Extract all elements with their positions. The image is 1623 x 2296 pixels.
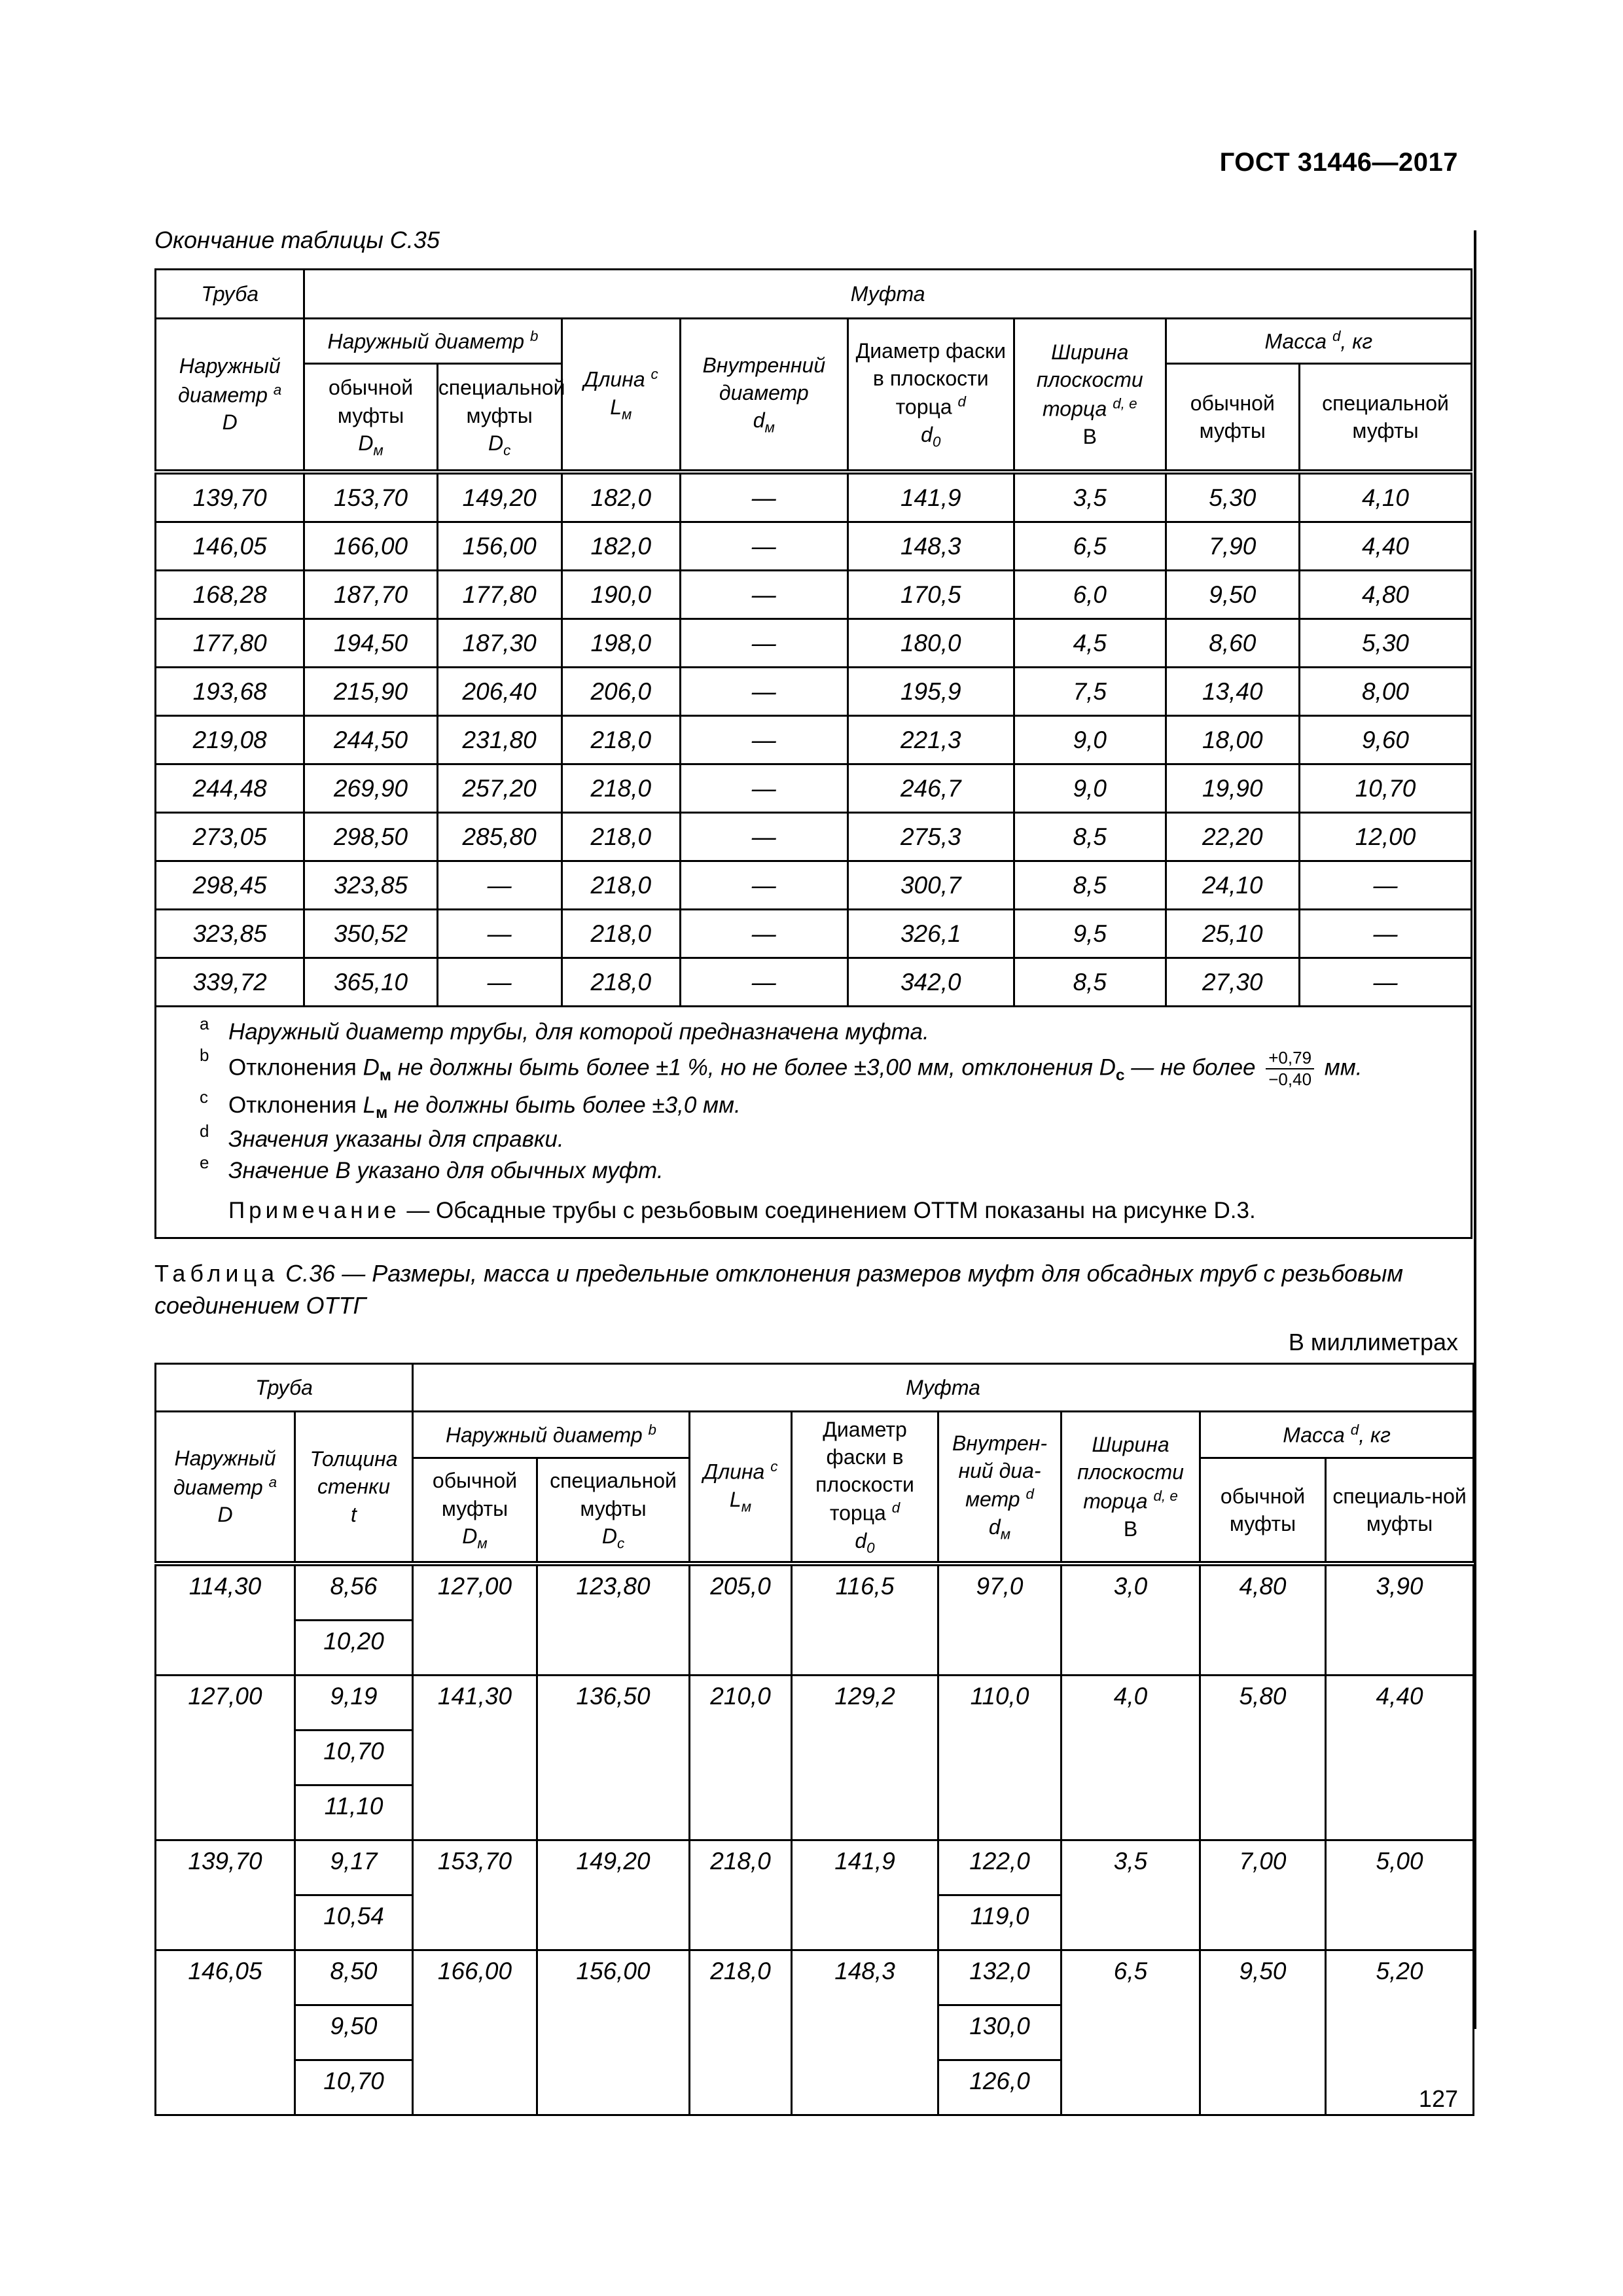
table-cell: 9,5 xyxy=(1014,910,1166,958)
table-cell: 119,0 xyxy=(938,1895,1061,1950)
table-cell: 18,00 xyxy=(1166,716,1299,764)
table-cell: 156,00 xyxy=(437,522,562,571)
table-cell: 156,00 xyxy=(537,1950,690,2115)
table-cell: — xyxy=(681,764,848,813)
header-mass-group: Масса $^d$, кг xyxy=(1200,1412,1474,1458)
table-cell: — xyxy=(1299,958,1471,1007)
table-cell: 123,80 xyxy=(537,1564,690,1676)
table-cell: 6,0 xyxy=(1014,571,1166,619)
table-cell: 166,00 xyxy=(413,1950,537,2115)
header-pipe: Труба xyxy=(156,270,304,319)
table-cell: 4,80 xyxy=(1200,1564,1326,1676)
header-od-special: специальной муфты $D_с$ xyxy=(437,364,562,473)
table-cell: 141,30 xyxy=(413,1676,537,1840)
table-cell: 218,0 xyxy=(562,861,680,910)
table-cell: 141,9 xyxy=(847,472,1014,522)
table-cell: — xyxy=(1299,910,1471,958)
table-cell: 139,70 xyxy=(156,472,304,522)
table-cell: 141,9 xyxy=(792,1840,938,1950)
table-cell: 218,0 xyxy=(690,1840,792,1950)
table-note: Примечание — Обсадные трубы с резьбовым соединением ОТТМ показаны на рисунке D.3. xyxy=(228,1198,1256,1224)
table-cell: 27,30 xyxy=(1166,958,1299,1007)
table-cell: 9,19 xyxy=(295,1676,413,1731)
table-row xyxy=(156,813,1472,861)
table-cell: 9,0 xyxy=(1014,716,1166,764)
table-cell: 177,80 xyxy=(156,619,304,668)
table-cell: 25,10 xyxy=(1166,910,1299,958)
table-cell: 10,20 xyxy=(295,1621,413,1676)
table-cell: 218,0 xyxy=(562,910,680,958)
table-cell: 298,45 xyxy=(156,861,304,910)
table-cell: 4,10 xyxy=(1299,472,1471,522)
table-cell: 116,5 xyxy=(792,1564,938,1676)
table-cell: 10,70 xyxy=(295,1731,413,1785)
table-cell: 218,0 xyxy=(690,1950,792,2115)
header-coupling: Муфта xyxy=(413,1364,1474,1412)
table-row xyxy=(156,472,1472,522)
table-cell: 7,5 xyxy=(1014,668,1166,716)
table-cell: 22,20 xyxy=(1166,813,1299,861)
table-cell: 246,7 xyxy=(847,764,1014,813)
header-mass-regular: обычной муфты xyxy=(1166,364,1299,473)
table-cell: 146,05 xyxy=(156,1950,295,2115)
table-cell: 4,40 xyxy=(1299,522,1471,571)
footnote-b: b Отклонения $D_м$ не должны быть более ±1 %, но не более ±3,00 мм, отклонения $D_с$ — не более $\frac{+0,79}{-0,40}$ мм. xyxy=(200,1045,1363,1089)
table-cell: 195,9 xyxy=(847,668,1014,716)
document-code: ГОСТ 31446—2017 xyxy=(1219,148,1458,177)
table-cell: 5,20 xyxy=(1326,1950,1474,2115)
table-cell: 12,00 xyxy=(1299,813,1471,861)
table-cell: 257,20 xyxy=(437,764,562,813)
table-cell: 194,50 xyxy=(304,619,437,668)
header-inner-diameter: Внутренний диаметр $d_м$ xyxy=(681,319,848,473)
header-wall-thickness: Толщина стенки t xyxy=(295,1412,413,1564)
table-row xyxy=(156,1950,1474,2005)
table-cell: 8,5 xyxy=(1014,861,1166,910)
table-cell: — xyxy=(681,716,848,764)
table-row xyxy=(156,716,1472,764)
table-cell: 339,72 xyxy=(156,958,304,1007)
table-cell: 148,3 xyxy=(847,522,1014,571)
table-cell: 8,5 xyxy=(1014,813,1166,861)
footnote-a: a Наружный диаметр трубы, для которой предназначена муфта. xyxy=(200,1014,929,1045)
table-cell: 221,3 xyxy=(847,716,1014,764)
table-cell: 6,5 xyxy=(1061,1950,1200,2115)
table-cell: 193,68 xyxy=(156,668,304,716)
table-cell: 149,20 xyxy=(537,1840,690,1950)
header-mass-special: специальной муфты xyxy=(1299,364,1471,473)
footnote-c: c Отклонения $L_м$ не должны быть более ±3,0 мм. xyxy=(200,1086,741,1122)
table-cell: 326,1 xyxy=(847,910,1014,958)
table-cell: 342,0 xyxy=(847,958,1014,1007)
table-cell: 8,5 xyxy=(1014,958,1166,1007)
table-cell: 122,0 xyxy=(938,1840,1061,1895)
table-cell: — xyxy=(681,958,848,1007)
table-cell: — xyxy=(681,472,848,522)
table-row xyxy=(156,571,1472,619)
table-cell: 218,0 xyxy=(562,716,680,764)
table-cell: 210,0 xyxy=(690,1676,792,1840)
table-cell: — xyxy=(681,910,848,958)
table-row xyxy=(156,668,1472,716)
table-c36-body xyxy=(156,1564,1474,2115)
table-cell: — xyxy=(437,861,562,910)
table-cell: — xyxy=(1299,861,1471,910)
header-pipe-od: Наружный диаметр $^a$ D xyxy=(156,1412,295,1564)
table-cell: 323,85 xyxy=(304,861,437,910)
table-cell: 24,10 xyxy=(1166,861,1299,910)
table-cell: 126,0 xyxy=(938,2060,1061,2115)
table-cell: 218,0 xyxy=(562,813,680,861)
header-face-width: Ширина плоскости торца $^{d, e}$ B xyxy=(1014,319,1166,473)
header-od-regular: обычной муфты $D_м$ xyxy=(304,364,437,473)
table-row xyxy=(156,910,1472,958)
table-cell: — xyxy=(437,910,562,958)
table-cell: 166,00 xyxy=(304,522,437,571)
table-cell: 127,00 xyxy=(413,1564,537,1676)
table-cell: 205,0 xyxy=(690,1564,792,1676)
header-length: Длина $^c$ $L_м$ xyxy=(562,319,680,473)
table-cell: 5,80 xyxy=(1200,1676,1326,1840)
table-cell: 323,85 xyxy=(156,910,304,958)
table-cell: 3,0 xyxy=(1061,1564,1200,1676)
table-cell: 218,0 xyxy=(562,958,680,1007)
table-row xyxy=(156,1840,1474,1895)
table-continuation-caption: Окончание таблицы С.35 xyxy=(154,226,440,253)
table-cell: 182,0 xyxy=(562,472,680,522)
header-length: Длина $^c$ $L_м$ xyxy=(690,1412,792,1564)
table-cell: 365,10 xyxy=(304,958,437,1007)
header-mass-regular: обычной муфты xyxy=(1200,1458,1326,1564)
table-row xyxy=(156,1564,1474,1621)
table-cell: 3,5 xyxy=(1014,472,1166,522)
table-cell: — xyxy=(681,668,848,716)
table-cell: 244,48 xyxy=(156,764,304,813)
table-cell: 9,17 xyxy=(295,1840,413,1895)
header-mass-special: специаль-ной муфты xyxy=(1326,1458,1474,1564)
table-cell: 182,0 xyxy=(562,522,680,571)
table-c35-footnotes xyxy=(156,1007,1472,1238)
table-cell: 206,40 xyxy=(437,668,562,716)
table-cell: 7,00 xyxy=(1200,1840,1326,1950)
table-cell: 4,80 xyxy=(1299,571,1471,619)
header-od-regular: обычной муфты $D_м$ xyxy=(413,1458,537,1564)
table-cell: 170,5 xyxy=(847,571,1014,619)
table-cell: 190,0 xyxy=(562,571,680,619)
table-c36 xyxy=(154,1363,1474,2116)
table-cell: 10,54 xyxy=(295,1895,413,1950)
table-cell: 5,00 xyxy=(1326,1840,1474,1950)
table-cell: 8,60 xyxy=(1166,619,1299,668)
tolerance-fraction: $\frac{+0,79}{-0,40}$ xyxy=(1266,1048,1314,1090)
table-row xyxy=(156,764,1472,813)
table-cell: 269,90 xyxy=(304,764,437,813)
table-c35 xyxy=(154,268,1472,1239)
header-inner-diameter: Внутрен-ний диа-метр $^d$ $d_м$ xyxy=(938,1412,1061,1564)
table-cell: 153,70 xyxy=(304,472,437,522)
table-cell: 215,90 xyxy=(304,668,437,716)
table-cell: 97,0 xyxy=(938,1564,1061,1676)
table-cell: 130,0 xyxy=(938,2005,1061,2060)
table-cell: 273,05 xyxy=(156,813,304,861)
table-cell: 180,0 xyxy=(847,619,1014,668)
table-cell: 114,30 xyxy=(156,1564,295,1676)
table-cell: 11,10 xyxy=(295,1785,413,1840)
table-cell: 206,0 xyxy=(562,668,680,716)
header-chamfer-diameter: Диаметр фаски в плоскости торца $^d$ $d_0$ xyxy=(792,1412,938,1564)
table-cell: 5,30 xyxy=(1166,472,1299,522)
table-cell: 8,56 xyxy=(295,1564,413,1621)
table-cell: 13,40 xyxy=(1166,668,1299,716)
table-cell: 8,50 xyxy=(295,1950,413,2005)
table-row xyxy=(156,958,1472,1007)
table-cell: 19,90 xyxy=(1166,764,1299,813)
header-pipe-od: Наружный диаметр $^a$ D xyxy=(156,319,304,473)
table-c36-caption: Таблица С.36 — Размеры, масса и предельные отклонения размеров муфт для обсадных труб с резьбовым соединением ОТТГ xyxy=(154,1260,1404,1319)
table-row xyxy=(156,1676,1474,1731)
table-cell: — xyxy=(681,571,848,619)
table-cell: 4,0 xyxy=(1061,1676,1200,1840)
header-pipe: Труба xyxy=(156,1364,413,1412)
table-cell: 9,50 xyxy=(1200,1950,1326,2115)
table-cell: 9,50 xyxy=(1166,571,1299,619)
header-od-group: Наружный диаметр $^b$ xyxy=(413,1412,690,1458)
table-row xyxy=(156,619,1472,668)
table-row xyxy=(156,522,1472,571)
header-face-width: Ширина плоскости торца $^{d, e}$ B xyxy=(1061,1412,1200,1564)
table-cell: 9,60 xyxy=(1299,716,1471,764)
header-chamfer-diameter: Диаметр фаски в плоскости торца $^d$ $d_0$ xyxy=(847,319,1014,473)
table-cell: 187,70 xyxy=(304,571,437,619)
table-cell: 149,20 xyxy=(437,472,562,522)
footnote-e: e Значение B указано для обычных муфт. xyxy=(200,1152,664,1183)
table-cell: 187,30 xyxy=(437,619,562,668)
table-cell: 148,3 xyxy=(792,1950,938,2115)
table-cell: 5,30 xyxy=(1299,619,1471,668)
table-cell: 4,40 xyxy=(1326,1676,1474,1840)
header-mass-group: Масса $^d$, кг xyxy=(1166,319,1471,364)
table-cell: 285,80 xyxy=(437,813,562,861)
table-c35-body xyxy=(156,472,1472,1007)
table-cell: 9,0 xyxy=(1014,764,1166,813)
page-number: 127 xyxy=(1418,2085,1458,2112)
table-cell: — xyxy=(437,958,562,1007)
table-cell: 219,08 xyxy=(156,716,304,764)
table-cell: 146,05 xyxy=(156,522,304,571)
table-cell: 177,80 xyxy=(437,571,562,619)
table-cell: 3,5 xyxy=(1061,1840,1200,1950)
table-cell: 298,50 xyxy=(304,813,437,861)
table-cell: 168,28 xyxy=(156,571,304,619)
footnote-d: d Значения указаны для справки. xyxy=(200,1121,564,1153)
header-od-special: специальной муфты $D_с$ xyxy=(537,1458,690,1564)
table-cell: 129,2 xyxy=(792,1676,938,1840)
table-cell: 300,7 xyxy=(847,861,1014,910)
table-cell: 139,70 xyxy=(156,1840,295,1950)
table-cell: 3,90 xyxy=(1326,1564,1474,1676)
table-cell: 136,50 xyxy=(537,1676,690,1840)
table-cell: 198,0 xyxy=(562,619,680,668)
table-cell: 7,90 xyxy=(1166,522,1299,571)
table-cell: 110,0 xyxy=(938,1676,1061,1840)
table-cell: 231,80 xyxy=(437,716,562,764)
header-od-group: Наружный диаметр $^b$ xyxy=(304,319,562,364)
table-cell: 132,0 xyxy=(938,1950,1061,2005)
table-cell: 10,70 xyxy=(1299,764,1471,813)
table-cell: 10,70 xyxy=(295,2060,413,2115)
table-cell: 4,5 xyxy=(1014,619,1166,668)
units-label: В миллиметрах xyxy=(1288,1329,1458,1355)
table-cell: — xyxy=(681,813,848,861)
table-cell: 153,70 xyxy=(413,1840,537,1950)
table-cell: 350,52 xyxy=(304,910,437,958)
table-cell: 244,50 xyxy=(304,716,437,764)
header-coupling: Муфта xyxy=(304,270,1472,319)
table-cell: 275,3 xyxy=(847,813,1014,861)
table-cell: 127,00 xyxy=(156,1676,295,1840)
table-cell: 6,5 xyxy=(1014,522,1166,571)
table-cell: — xyxy=(681,522,848,571)
table-cell: — xyxy=(681,861,848,910)
table-cell: 8,00 xyxy=(1299,668,1471,716)
table-cell: 9,50 xyxy=(295,2005,413,2060)
table-cell: 218,0 xyxy=(562,764,680,813)
table-cell: — xyxy=(681,619,848,668)
table-row xyxy=(156,861,1472,910)
